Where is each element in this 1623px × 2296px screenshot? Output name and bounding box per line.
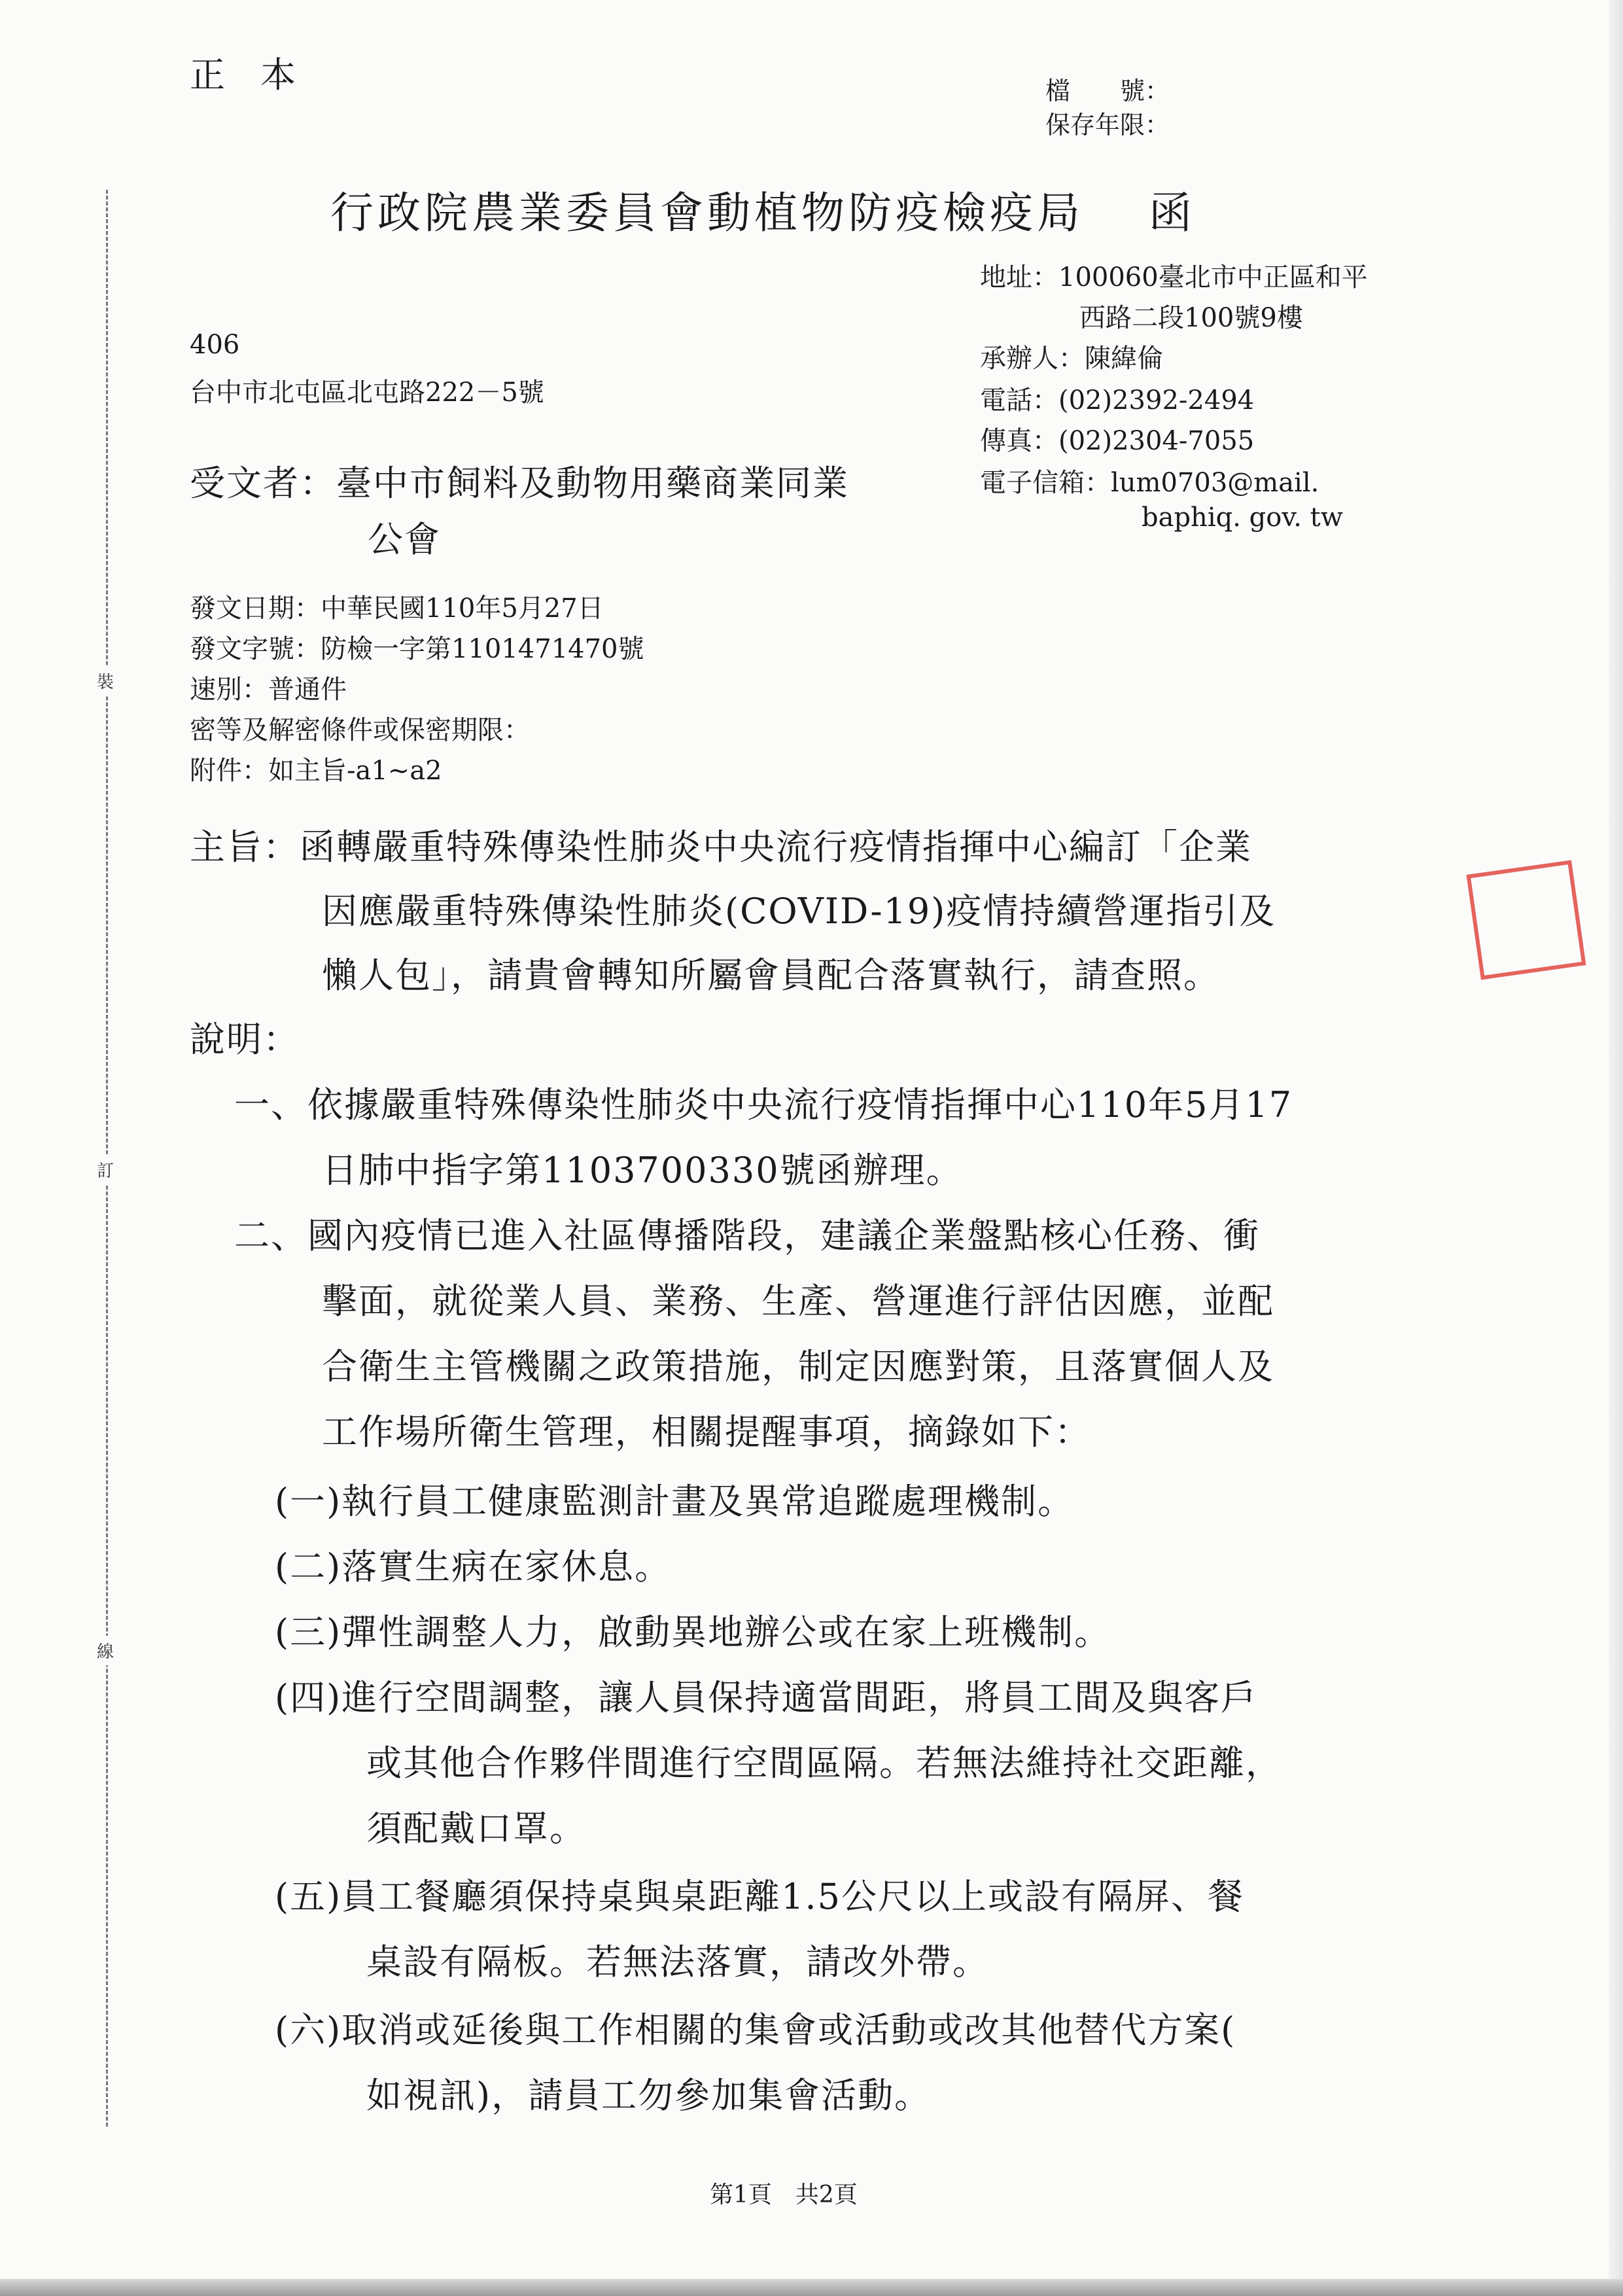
attachment: 附件：如主旨-a1~a2 — [190, 756, 442, 786]
sub-item-6-line-2: 如視訊)，請員工勿參加集會活動。 — [366, 2075, 932, 2116]
issue-date: 發文日期：中華民國110年5月27日 — [190, 593, 604, 624]
scan-bottom-edge — [0, 2279, 1623, 2296]
sender-address-line-1: 地址：100060臺北市中正區和平 — [980, 262, 1368, 292]
explanation-item-2-line-4: 工作場所衛生管理，相關提醒事項，摘錄如下： — [322, 1411, 1091, 1453]
explanation-item-2-line-3: 合衛生主管機關之政策措施，制定因應對策，且落實個人及 — [322, 1346, 1274, 1387]
explanation-item-2-line-1: 二、國內疫情已進入社區傳播階段，建議企業盤點核心任務、衝 — [234, 1215, 1260, 1256]
explanation-label: 說明： — [190, 1019, 300, 1060]
sub-item-5-line-2: 桌設有隔板。若無法落實，請改外帶。 — [366, 1941, 989, 1983]
phone: 電話：(02)2392-2494 — [980, 385, 1255, 415]
official-seal — [1467, 860, 1586, 980]
original-copy-mark: 正 本 — [190, 54, 296, 96]
speed-class: 速別：普通件 — [190, 675, 347, 705]
retention-period-label: 保存年限： — [1045, 111, 1170, 139]
scan-right-edge — [1609, 0, 1623, 2296]
recipient-zip: 406 — [190, 330, 240, 360]
binding-char-zhuang: 裝 — [97, 666, 114, 696]
handler: 承辦人：陳緯倫 — [980, 344, 1163, 374]
page-footer: 第1頁 共2頁 — [710, 2181, 858, 2208]
subject-line-2: 因應嚴重特殊傳染性肺炎(COVID-19)疫情持續營運指引及 — [322, 891, 1276, 932]
sender-address-line-2: 西路二段100號9樓 — [1079, 303, 1303, 333]
sub-item-2: (二)落實生病在家休息。 — [275, 1546, 672, 1587]
sub-item-6-line-1: (六)取消或延後與工作相關的集會或活動或改其他替代方案( — [275, 2009, 1236, 2051]
email-line-2: baphiq. gov. tw — [1142, 503, 1343, 533]
sub-item-4-line-3: 須配戴口罩。 — [366, 1808, 586, 1849]
sub-item-4-line-1: (四)進行空間調整，讓人員保持適當間距，將員工間及與客戶 — [275, 1677, 1258, 1718]
subject-line-1: 主旨：函轉嚴重特殊傳染性肺炎中央流行疫情指揮中心編訂「企業 — [190, 826, 1252, 868]
subject-line-3: 懶人包」，請貴會轉知所屬會員配合落實執行，請查照。 — [322, 955, 1220, 996]
file-number-label: 檔 號： — [1045, 77, 1170, 105]
recipient-address: 台中市北屯區北屯路222－5號 — [190, 378, 544, 408]
binding-char-xian: 線 — [97, 1636, 114, 1665]
explanation-item-1-line-2: 日肺中指字第1103700330號函辦理。 — [322, 1150, 963, 1191]
sub-item-4-line-2: 或其他合作夥伴間進行空間區隔。若無法維持社交距離， — [366, 1742, 1282, 1784]
explanation-item-2-line-2: 擊面，就從業人員、業務、生產、營運進行評估因應，並配 — [322, 1280, 1274, 1322]
explanation-item-1-line-1: 一、依據嚴重特殊傳染性肺炎中央流行疫情指揮中心110年5月17 — [234, 1084, 1293, 1125]
secrecy-level: 密等及解密條件或保密期限： — [190, 715, 530, 745]
document-title: 行政院農業委員會動植物防疫檢疫局 函 — [330, 188, 1196, 238]
sub-item-1: (一)執行員工健康監測計畫及異常追蹤處理機制。 — [275, 1481, 1075, 1522]
recipient-line-1: 受文者：臺中市飼料及動物用藥商業同業 — [190, 463, 849, 504]
email-line-1: 電子信箱：lum0703@mail. — [980, 468, 1319, 498]
sub-item-5-line-1: (五)員工餐廳須保持桌與桌距離1.5公尺以上或設有隔屏、餐 — [275, 1876, 1245, 1917]
fax: 傳真：(02)2304-7055 — [980, 426, 1255, 456]
sub-item-3: (三)彈性調整人力，啟動異地辦公或在家上班機制。 — [275, 1612, 1111, 1653]
binding-char-ding: 訂 — [97, 1155, 114, 1184]
recipient-line-2: 公會 — [368, 519, 441, 560]
document-number: 發文字號：防檢一字第1101471470號 — [190, 634, 644, 664]
